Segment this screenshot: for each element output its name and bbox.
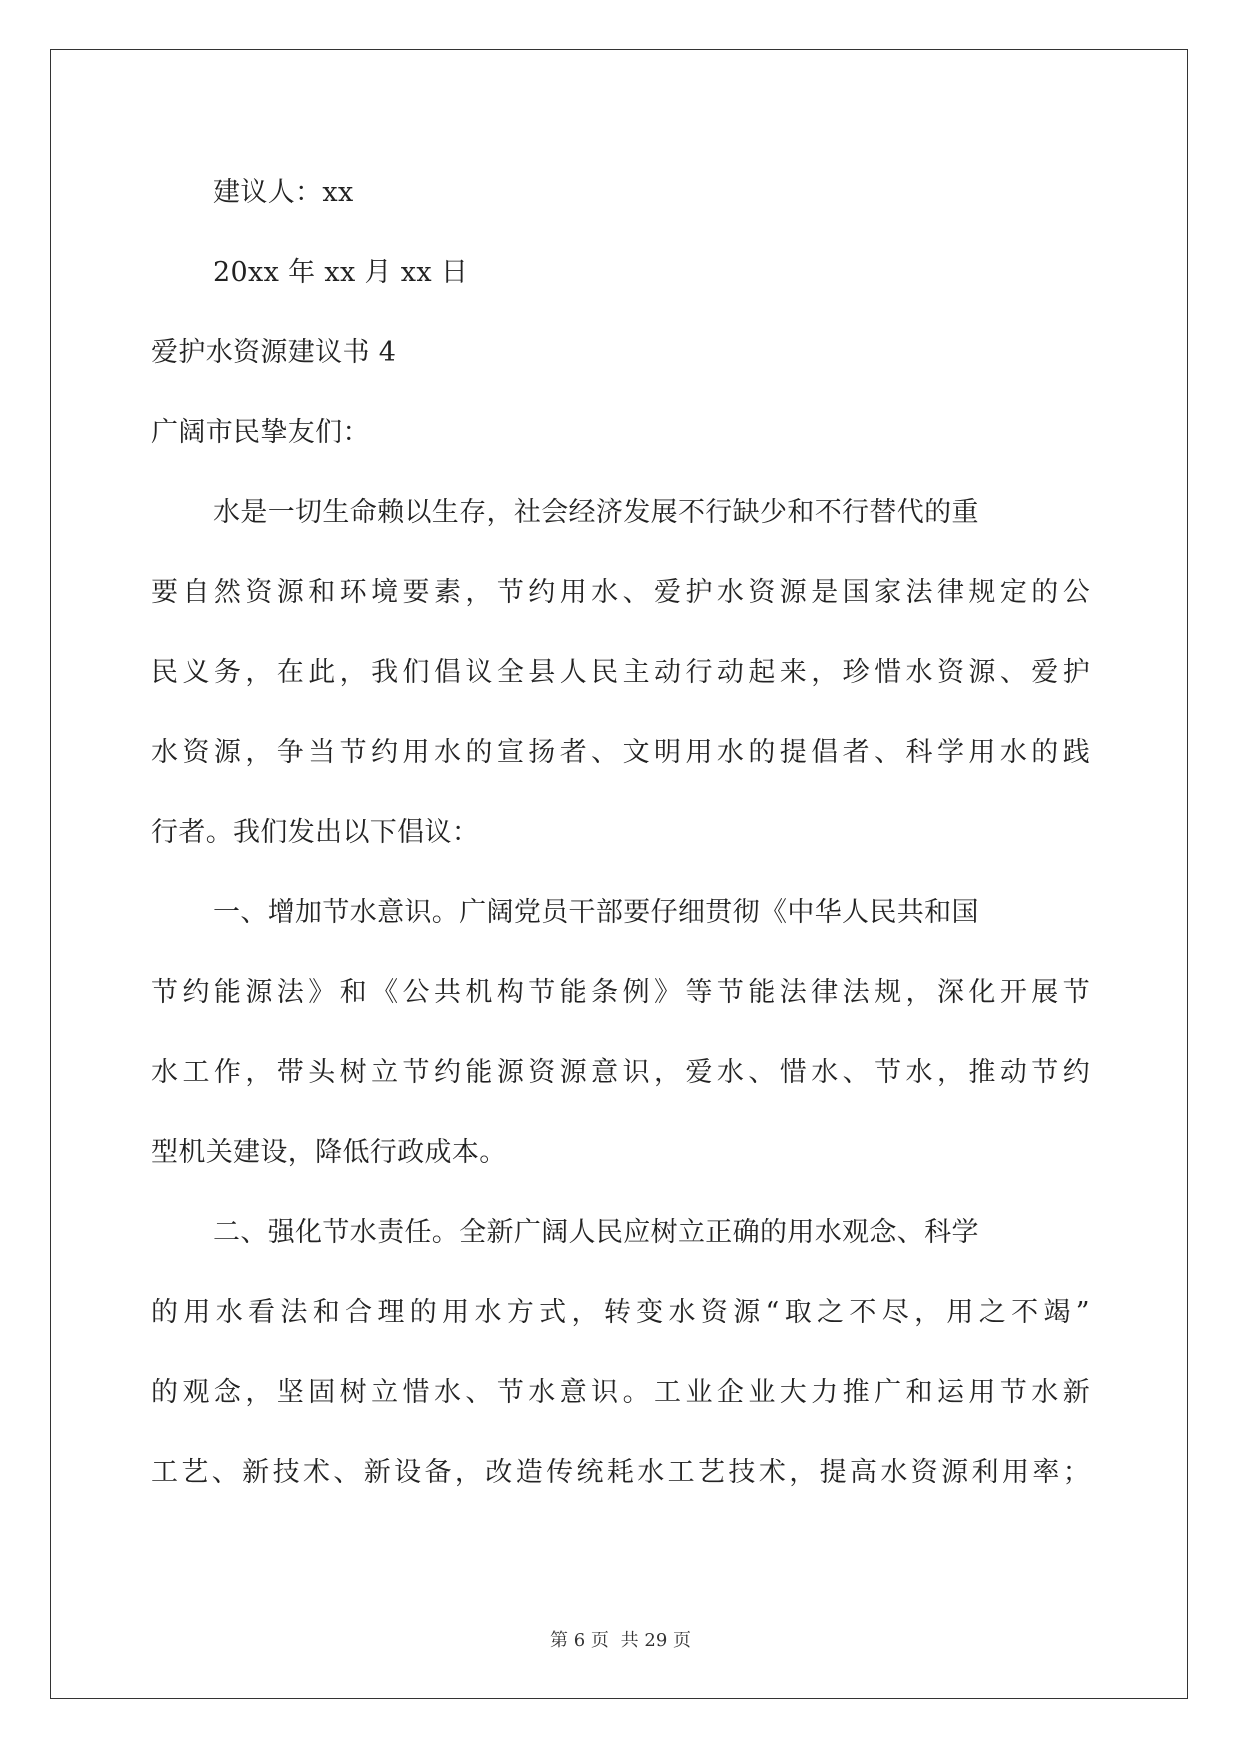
- body-line: 的 观 念 ， 坚 固 树 立 惜 水 、 节 水 意 识 。 工 业 企 业 大 力 推 广 和 运 用 节 水 新: [151, 1377, 1090, 1408]
- section-title: 爱护水资源建议书 4: [151, 337, 397, 368]
- body-line: 的 用 水 看 法 和 合 理 的 用 水 方 式 ， 转 变 水 资 源 “ 取 之 不 尽 ， 用 之 不 竭 ”: [151, 1297, 1090, 1328]
- body-line: 水 工 作 ， 带 头 树 立 节 约 能 源 资 源 意 识 ， 爱 水 、 惜 水 、 节 水 ， 推 动 节 约: [151, 1057, 1090, 1088]
- body-line: 水 资 源 ， 争 当 节 约 用 水 的 宣 扬 者 、 文 明 用 水 的 提 倡 者 、 科 学 用 水 的 践: [151, 737, 1090, 768]
- body-line: 水是一切生命赖以生存，社会经济发展不行缺少和不行替代的重: [213, 497, 979, 528]
- body-line: 行者。我们发出以下倡议：: [151, 817, 480, 848]
- body-line: 型机关建设，降低行政成本。: [151, 1137, 507, 1168]
- proposer-line: 建议人：xx: [213, 177, 354, 208]
- body-line: 民 义 务 ， 在 此 ， 我 们 倡 议 全 县 人 民 主 动 行 动 起 来 ， 珍 惜 水 资 源 、 爱 护: [151, 657, 1090, 688]
- salutation: 广阔市民挚友们：: [151, 417, 370, 448]
- page-border: [50, 49, 1188, 1699]
- body-line: 一、增加节水意识。广阔党员干部要仔细贯彻《中华人民共和国: [213, 897, 979, 928]
- page-number: 第 6 页: [550, 1630, 609, 1651]
- body-line: 节 约 能 源 法 》 和 《 公 共 机 构 节 能 条 例 》 等 节 能 法 律 法 规 ， 深 化 开 展 节: [151, 977, 1090, 1008]
- body-line: 二、强化节水责任。全新广阔人民应树立正确的用水观念、科学: [213, 1217, 979, 1248]
- page-footer: [0, 1630, 1241, 1652]
- page-total: 共 29 页: [620, 1630, 691, 1651]
- date-line: 20xx 年 xx 月 xx 日: [213, 257, 469, 288]
- body-line: 要 自 然 资 源 和 环 境 要 素 ， 节 约 用 水 、 爱 护 水 资 源 是 国 家 法 律 规 定 的 公: [151, 577, 1090, 608]
- body-line: 工 艺 、 新 技 术 、 新 设 备 ， 改 造 传 统 耗 水 工 艺 技 术 ， 提 高 水 资 源 利 用 率 ；: [151, 1457, 1090, 1488]
